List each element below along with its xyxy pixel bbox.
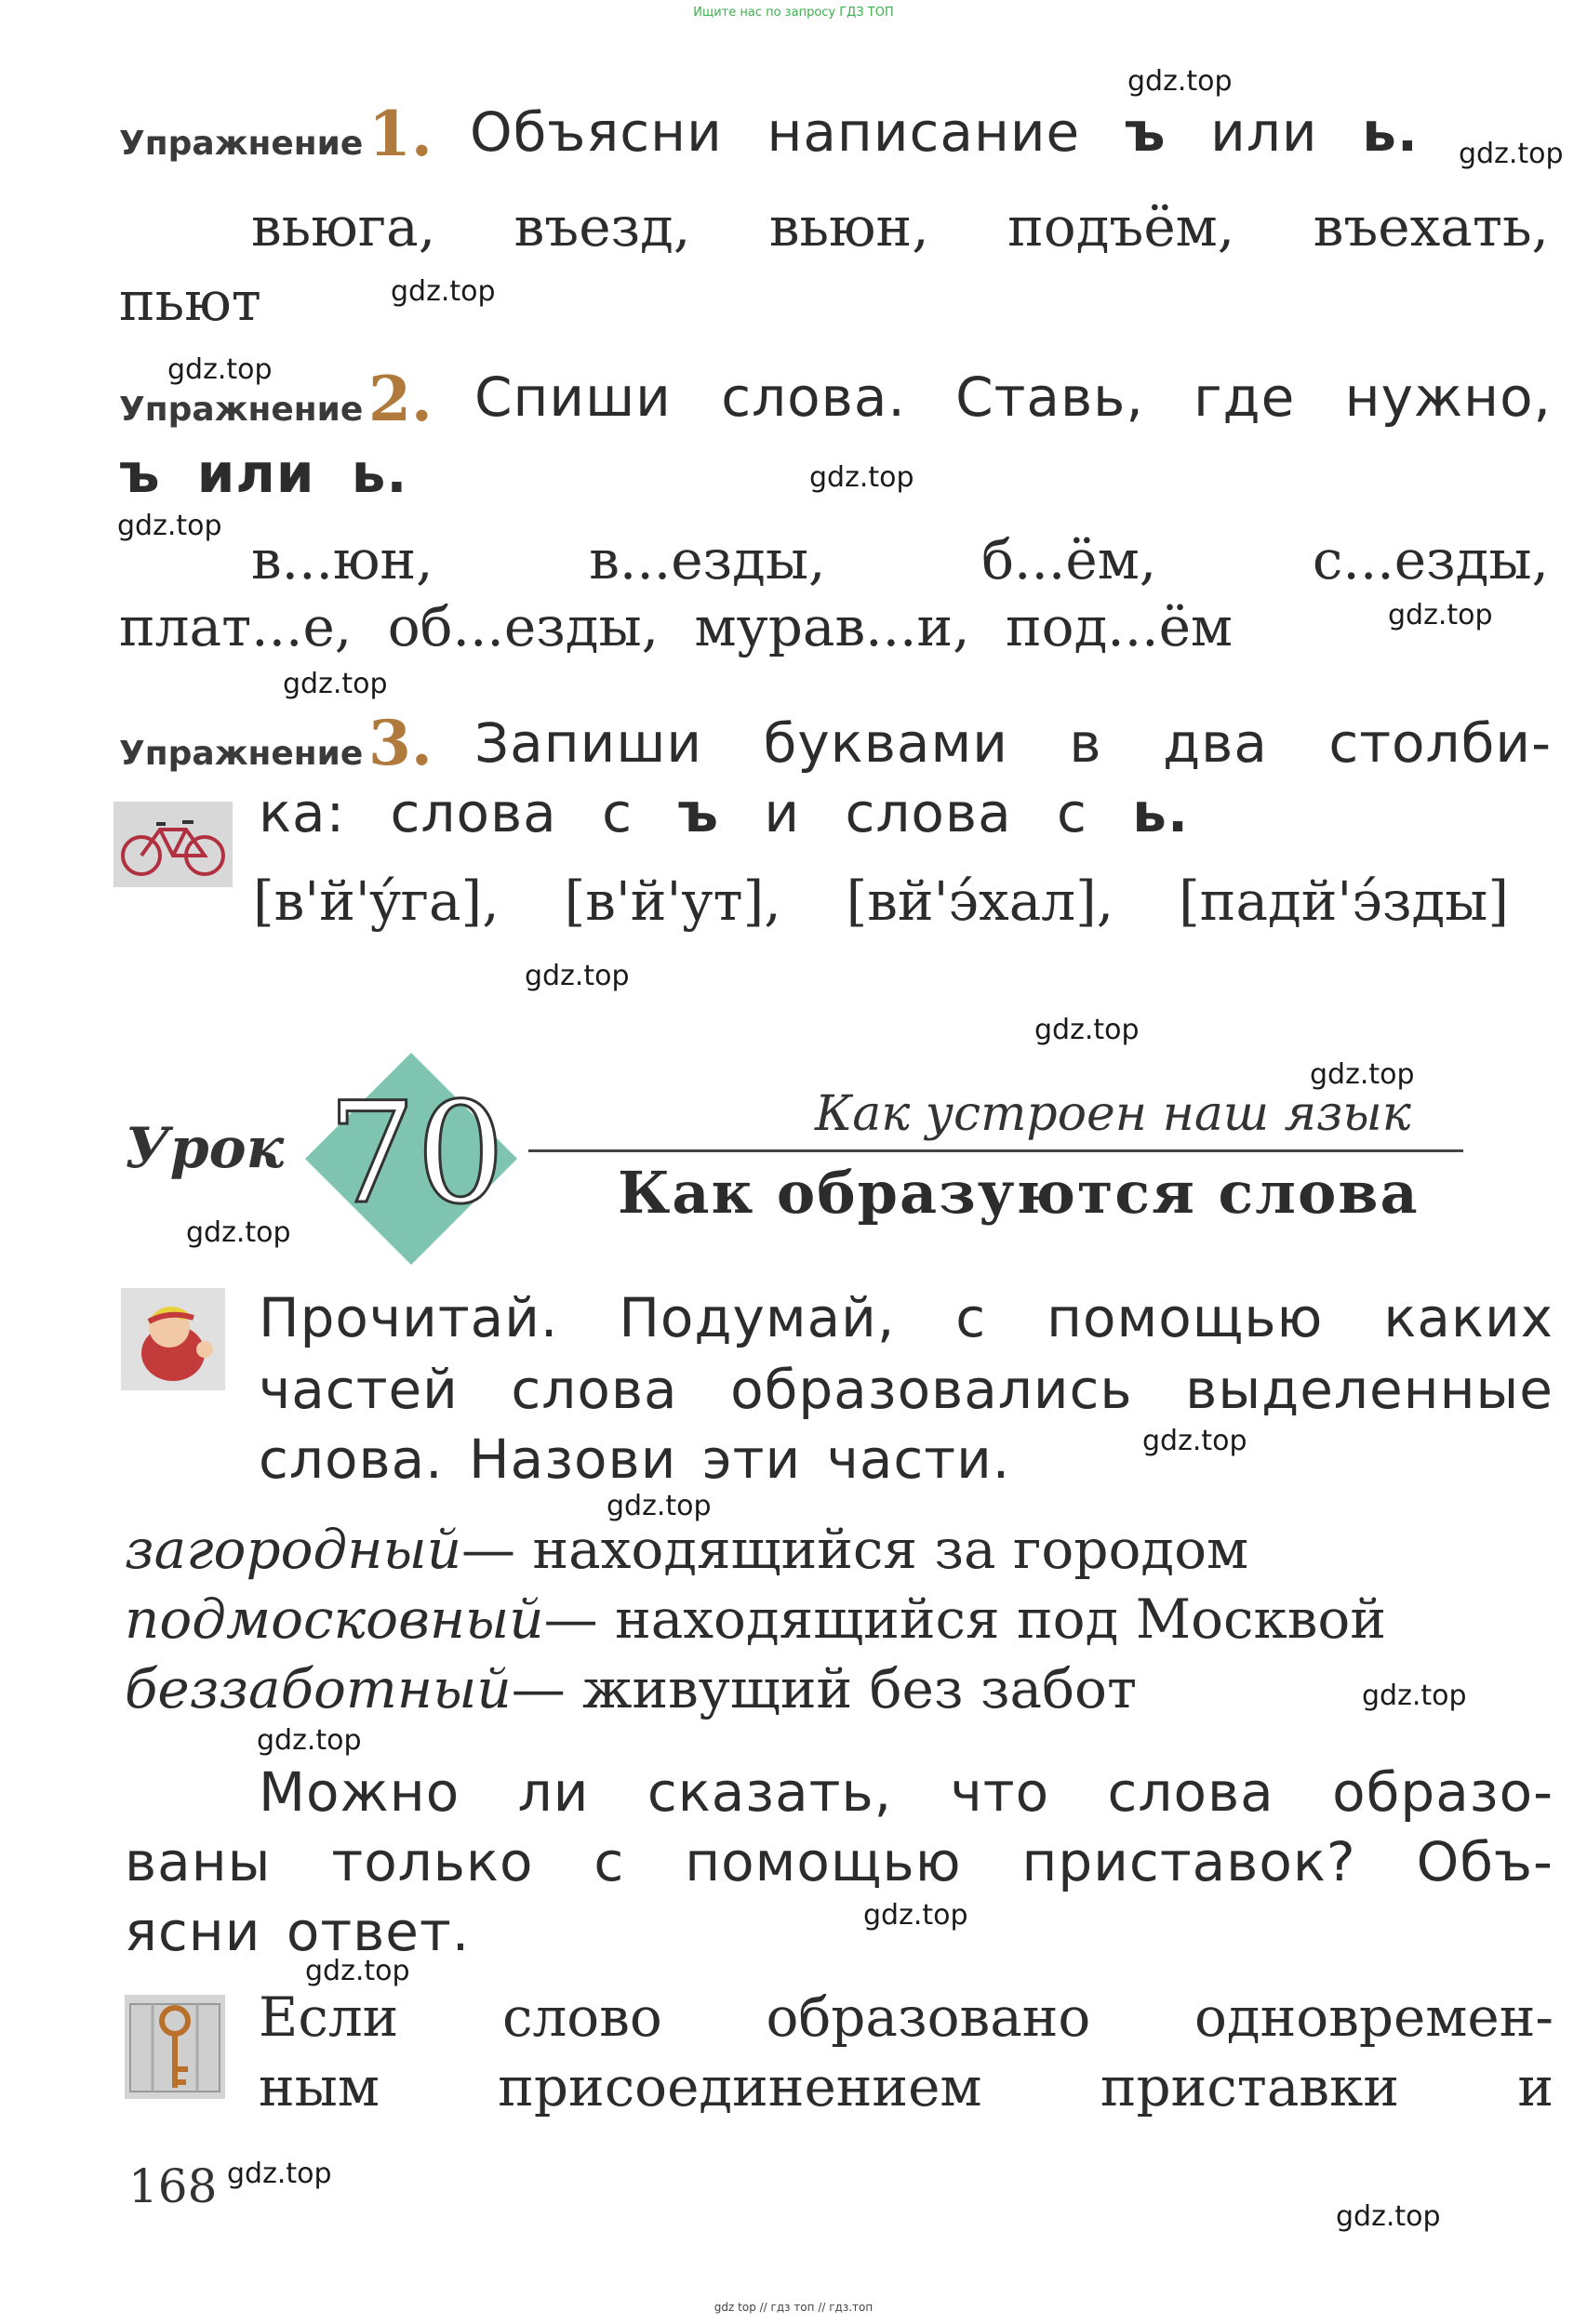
lesson-subtitle: Как устроен наш язык — [815, 1086, 1411, 1142]
page-number: 168 — [128, 2159, 218, 2213]
example-1: загородный— находящийся за городом — [125, 1518, 1249, 1581]
exercise-2-label: Упражнение — [119, 391, 364, 429]
exercise-2-words-row1: в...юн, в...езды, б...ём, с...езды, — [251, 528, 1549, 591]
exercise-1-word-last: пьют — [119, 270, 261, 333]
exercise-2-instruction: Спиши слова. Ставь, где нужно, — [474, 365, 1552, 429]
exercise-3-transcriptions: [в'й'ýга], [в'й'ут], [вй'э́хал], [падй'э́зды] — [253, 870, 1509, 933]
watermark: gdz.top — [167, 353, 273, 386]
watermark: gdz.top — [186, 1216, 291, 1249]
top-note: Ищите нас по запросу ГДЗ ТОП — [693, 6, 894, 20]
lesson-divider — [528, 1149, 1463, 1152]
bicycle-icon — [113, 802, 233, 887]
rule-line-2: ным присоединением приставки и — [259, 2055, 1554, 2118]
question-line-1: Можно ли сказать, что слова образо- — [259, 1760, 1554, 1824]
question-line-2: ваны только с помощью приставок? Объ- — [125, 1830, 1554, 1893]
watermark: gdz.top — [1034, 1014, 1140, 1046]
lesson-label: Урок — [125, 1116, 285, 1181]
lesson-number: 70 — [327, 1073, 505, 1235]
task-line-1: Прочитай. Подумай, с помощью каких — [259, 1286, 1554, 1349]
watermark: gdz.top — [1310, 1058, 1415, 1091]
exercise-3-instruction-2: ка: слова с ъ и слова с ь. — [259, 781, 1189, 844]
key-icon — [125, 1995, 225, 2099]
exercise-3-number: 3. — [368, 707, 433, 779]
exercise-1-words: вьюга, въезд, вьюн, подъём, въехать, — [251, 195, 1549, 259]
watermark: gdz.top — [607, 1490, 712, 1522]
exercise-3-label: Упражнение — [119, 735, 364, 773]
watermark: gdz.top — [1459, 138, 1564, 170]
watermark: gdz.top — [1362, 1680, 1467, 1712]
exercise-1-number: 1. — [368, 98, 433, 170]
exercise-2-number: 2. — [368, 363, 433, 435]
watermark: gdz.top — [1127, 65, 1233, 98]
rule-line-1: Если слово образовано одновремен- — [259, 1985, 1554, 2049]
watermark: gdz.top — [257, 1724, 362, 1757]
exercise-3-instruction-1: Запиши буквами в два столби- — [474, 711, 1552, 775]
watermark: gdz.top — [863, 1899, 968, 1932]
question-line-3: ясни ответ. — [125, 1900, 471, 1963]
watermark: gdz.top — [809, 461, 914, 494]
watermark: gdz.top — [117, 510, 222, 542]
lesson-number-badge — [300, 1047, 523, 1270]
boy-in-cap-icon — [121, 1288, 225, 1390]
exercise-1-label: Упражнение — [119, 125, 364, 163]
watermark: gdz.top — [1388, 599, 1493, 631]
example-3: беззаботный— живущий без забот — [125, 1657, 1138, 1720]
exercise-2-words-row2: плат...е, об...езды, мурав...и, под...ём — [119, 595, 1234, 658]
lesson-title: Как образуются слова — [618, 1159, 1420, 1227]
bottom-note: gdz top // гдз топ // гдз.топ — [713, 2301, 874, 2314]
watermark: gdz.top — [1336, 2200, 1441, 2233]
watermark: gdz.top — [283, 668, 388, 700]
example-2: подмосковный— находящийся под Москвой — [125, 1587, 1386, 1651]
watermark: gdz.top — [1142, 1425, 1247, 1457]
task-line-3: слова. Назови эти части. — [259, 1428, 1011, 1491]
watermark: gdz.top — [391, 275, 496, 308]
watermark: gdz.top — [525, 960, 630, 992]
exercise-2-letters: ъ или ь. — [119, 442, 408, 505]
exercise-1-instruction: Объясни написание ъ или ь. — [470, 100, 1419, 164]
watermark: gdz.top — [305, 1955, 410, 1987]
task-line-2: частей слова образовались выделенные — [259, 1358, 1554, 1421]
watermark: gdz.top — [227, 2158, 332, 2190]
